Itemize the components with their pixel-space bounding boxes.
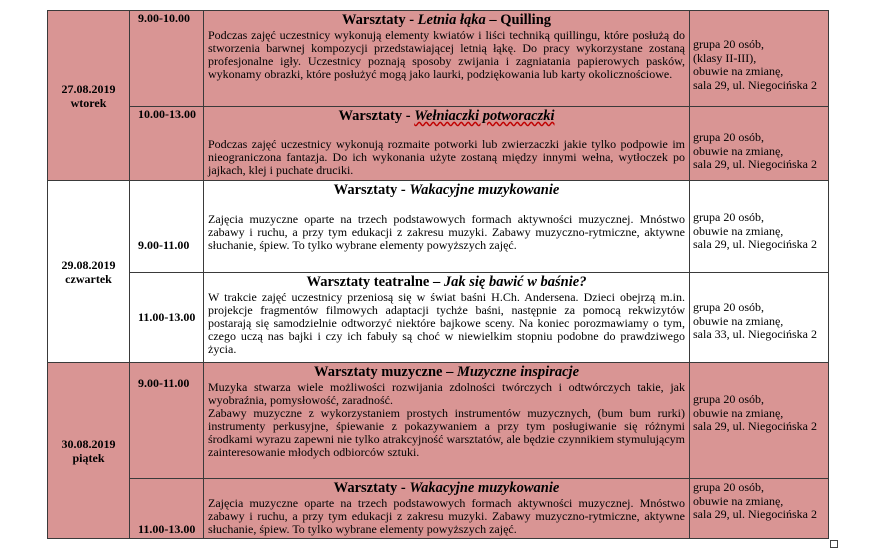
description-cell bbox=[204, 479, 690, 539]
session-title: Warsztaty - Letnia łąka – Quilling bbox=[341, 12, 552, 28]
date: 30.08.2019 bbox=[61, 436, 116, 451]
table-row bbox=[48, 363, 829, 479]
date: 29.08.2019 bbox=[61, 257, 116, 272]
info-cell: grupa 20 osób, obuwie na zmianę, sala 29, ul. Niegocińska 2 bbox=[690, 479, 829, 539]
weekday: piątek bbox=[72, 450, 105, 465]
session-description: Muzyka stwarza wiele możliwości rozwijania zdolności twórczych i odtwórczych takie, jak wyobraźnia, pomysłowość, zaradność. bbox=[208, 380, 685, 407]
info-cell: grupa 20 osób, obuwie na zmianę, sala 33, ul. Niegocińska 2 bbox=[690, 273, 829, 363]
table-row bbox=[48, 181, 829, 273]
date-cell bbox=[48, 181, 130, 363]
description-cell bbox=[204, 11, 690, 107]
time-cell: 11.00-13.00 bbox=[130, 273, 204, 363]
session-title: Warsztaty teatralne – Jak się bawić w baśnie? bbox=[306, 274, 587, 290]
date-cell bbox=[48, 363, 130, 539]
session-title: Warsztaty - Wełniaczki potworaczki bbox=[338, 108, 555, 124]
info-cell: grupa 20 osób, obuwie na zmianę, sala 29, ul. Niegocińska 2 bbox=[690, 181, 829, 273]
session-description: Zajęcia muzyczne oparte na trzech podstawowych formach aktywności muzycznej. Mnóstwo zabawy i ruchu, a przy tym edukacji z zakresu muzyki. Zabawy muzyczno-rytmiczne, aktywne słuchanie, śpiew. To tylko wybrane elementy powyższych zajęć. bbox=[208, 212, 685, 252]
time-cell: 9.00-11.00 bbox=[130, 363, 204, 479]
schedule-table bbox=[47, 10, 829, 539]
date: 27.08.2019 bbox=[61, 81, 116, 96]
info-cell: grupa 20 osób, (klasy II-III), obuwie na zmianę, sala 29, ul. Niegocińska 2 bbox=[690, 11, 829, 107]
info-cell: grupa 20 osób, obuwie na zmianę, sala 29, ul. Niegocińska 2 bbox=[690, 363, 829, 479]
table-row bbox=[48, 107, 829, 181]
session-title: Warsztaty - Wakacyjne muzykowanie bbox=[333, 480, 560, 496]
table-row bbox=[48, 273, 829, 363]
time-cell: 10.00-13.00 bbox=[130, 107, 204, 181]
description-cell bbox=[204, 273, 690, 363]
time-cell: 9.00-11.00 bbox=[130, 181, 204, 273]
session-description: Zajęcia muzyczne oparte na trzech podstawowych formach aktywności muzycznej. Mnóstwo zabawy i ruchu, a przy tym edukacji z zakresu muzyki. Zabawy muzyczno-rytmiczne, aktywne słuchanie, śpiew. To tylko wybrane elementy powyższych zajęć. bbox=[208, 496, 685, 536]
time-cell: 11.00-13.00 bbox=[130, 479, 204, 539]
session-description: Podczas zajęć uczestnicy wykonują elementy kwiatów i liści techniką quillingu, które posłużą do stworzenia barwnej kompozycji przedstawiającej letnią łąkę. Do pracy wykorzystane zostaną profesjonalne igły. Uczestnicy poznają sposoby zwijania i zagniatania papierowych pasków, wykonamy obrazki, które posłużyć mogą jako laurki, podziękowania lub karty okolicznościowe. bbox=[208, 28, 685, 81]
session-title: Warsztaty muzyczne – Muzyczne inspiracje bbox=[314, 364, 579, 380]
weekday: wtorek bbox=[70, 95, 107, 110]
info-cell: grupa 20 osób, obuwie na zmianę, sala 29, ul. Niegocińska 2 bbox=[690, 107, 829, 181]
table-row bbox=[48, 479, 829, 539]
weekday: czwartek bbox=[65, 271, 112, 286]
date-cell bbox=[48, 11, 130, 181]
description-cell bbox=[204, 107, 690, 181]
table-resize-handle[interactable] bbox=[830, 540, 838, 548]
session-description-2: Zabawy muzyczne z wykorzystaniem prostych instrumentów muzycznych, (bum bum rurki) instrumenty perkusyjne, śpiewanie z pokazywaniem a przy tym posługiwanie się różnymi środkami wyrazu zapewni nie tylko atrakcyjność warsztatów, ale będzie czynnikiem stymulującym zainteresowanie młodych odbiorców sztuki. bbox=[208, 406, 685, 459]
description-cell bbox=[204, 363, 690, 479]
session-description: Podczas zajęć uczestnicy wykonują rozmaite potworki lub zwierzaczki jakie tylko podpowie im nieograniczona fantazja. Do ich wykonania użyte zostaną między innymi wełna, wytłoczek po jajkach, klej i puchate druciki. bbox=[208, 137, 685, 177]
description-cell bbox=[204, 181, 690, 273]
time-cell: 9.00-10.00 bbox=[130, 11, 204, 107]
session-title: Warsztaty - Wakacyjne muzykowanie bbox=[333, 182, 560, 198]
table-row bbox=[48, 11, 829, 107]
session-description: W trakcie zajęć uczestnicy przeniosą się w świat baśni H.Ch. Andersena. Dzieci obejrzą m.in. projekcje fragmentów filmowych adaptacji tychże baśni, następnie za pomocą rekwizytów postarają się samodzielnie odtworzyć niektóre bajkowe sceny. Na koniec porozmawiamy o tym, czego uczą nas bajki i czy ich fabuły są choć w niewielkim stopniu podobne do prawdziwego życia. bbox=[208, 290, 685, 356]
